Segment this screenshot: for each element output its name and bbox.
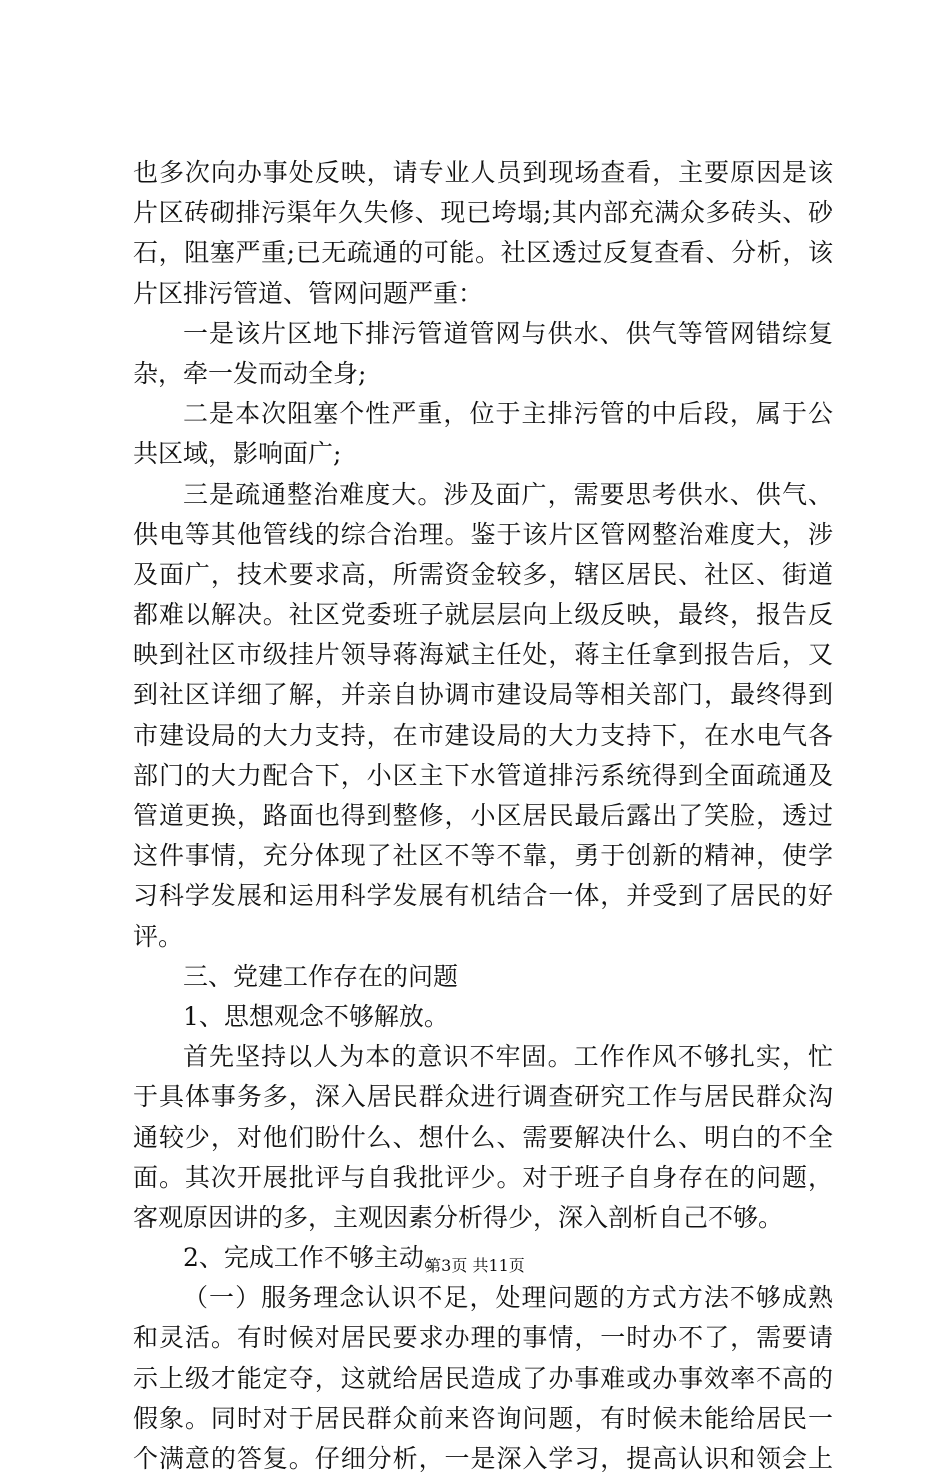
text-line: 一是该片区地下排污管道管网与供水、供气等管网错综复 <box>183 318 833 348</box>
text-line: 通较少，对他们盼什么、想什么、需要解决什么、明白的不全 <box>133 1122 833 1152</box>
text-line: 于具体事务多，深入居民群众进行调查研究工作与居民群众沟 <box>133 1082 833 1112</box>
text-line: 假象。同时对于居民群众前来咨询问题，有时候未能给居民一 <box>133 1403 833 1433</box>
text-line: 和灵活。有时候对居民要求办理的事情，一时办不了，需要请 <box>133 1323 833 1353</box>
text-line: 到社区详细了解，并亲自协调市建设局等相关部门，最终得到 <box>133 680 833 710</box>
text-line: 示上级才能定夺，这就给居民造成了办事难或办事效率不高的 <box>133 1363 833 1393</box>
text-line: 部门的大力配合下，小区主下水管道排污系统得到全面疏通及 <box>133 760 833 790</box>
text-line: 杂，牵一发而动全身; <box>133 358 367 388</box>
text-line: 映到社区市级挂片领导蒋海斌主任处，蒋主任拿到报告后，又 <box>133 640 833 670</box>
text-line: 二是本次阻塞个性严重，位于主排污管的中后段，属于公 <box>183 399 833 429</box>
text-line: 1、思想观念不够解放。 <box>183 1001 449 1031</box>
text-line: 个满意的答复。仔细分析，一是深入学习，提高认识和领会上 <box>133 1444 833 1473</box>
text-line: 片区砖砌排污渠年久失修、现已垮塌;其内部充满众多砖头、砂 <box>133 198 833 228</box>
text-line: （一）服务理念认识不足，处理问题的方式方法不够成熟 <box>183 1283 833 1313</box>
text-line: 石，阻塞严重;已无疏通的可能。社区透过反复查看、分析，该 <box>133 238 833 268</box>
text-line: 三、党建工作存在的问题 <box>183 961 459 991</box>
page-footer: 第3页 共11页 <box>425 1256 525 1275</box>
text-line: 都难以解决。社区党委班子就层层向上级反映，最终，报告反 <box>133 600 833 630</box>
text-line: 这件事情，充分体现了社区不等不靠，勇于创新的精神，使学 <box>133 841 833 871</box>
text-line: 及面广，技术要求高，所需资金较多，辖区居民、社区、街道 <box>133 559 833 589</box>
text-line: 片区排污管道、管网问题严重： <box>133 278 484 308</box>
text-line: 习科学发展和运用科学发展有机结合一体，并受到了居民的好 <box>133 881 833 911</box>
text-line: 管道更换，路面也得到整修，小区居民最后露出了笑脸，透过 <box>133 801 833 830</box>
text-line: 供电等其他管线的综合治理。鉴于该片区管网整治难度大，涉 <box>133 519 833 549</box>
text-line: 客观原因讲的多，主观因素分析得少，深入剖析自己不够。 <box>133 1202 784 1232</box>
document-body <box>133 153 833 1479</box>
text-line: 三是疏通整治难度大。涉及面广，需要思考供水、供气、 <box>183 479 833 509</box>
text-line: 也多次向办事处反映，请专业人员到现场查看，主要原因是该 <box>133 158 833 187</box>
text-line: 2、完成工作不够主动。 <box>183 1243 449 1273</box>
text-line: 面。其次开展批评与自我批评少。对于班子自身存在的问题， <box>133 1162 833 1192</box>
text-line: 评。 <box>133 921 184 951</box>
text-line: 共区域，影响面广; <box>133 439 342 469</box>
text-line: 市建设局的大力支持，在市建设局的大力支持下，在水电气各 <box>133 720 833 750</box>
text-line: 首先坚持以人为本的意识不牢固。工作作风不够扎实，忙 <box>183 1042 833 1072</box>
